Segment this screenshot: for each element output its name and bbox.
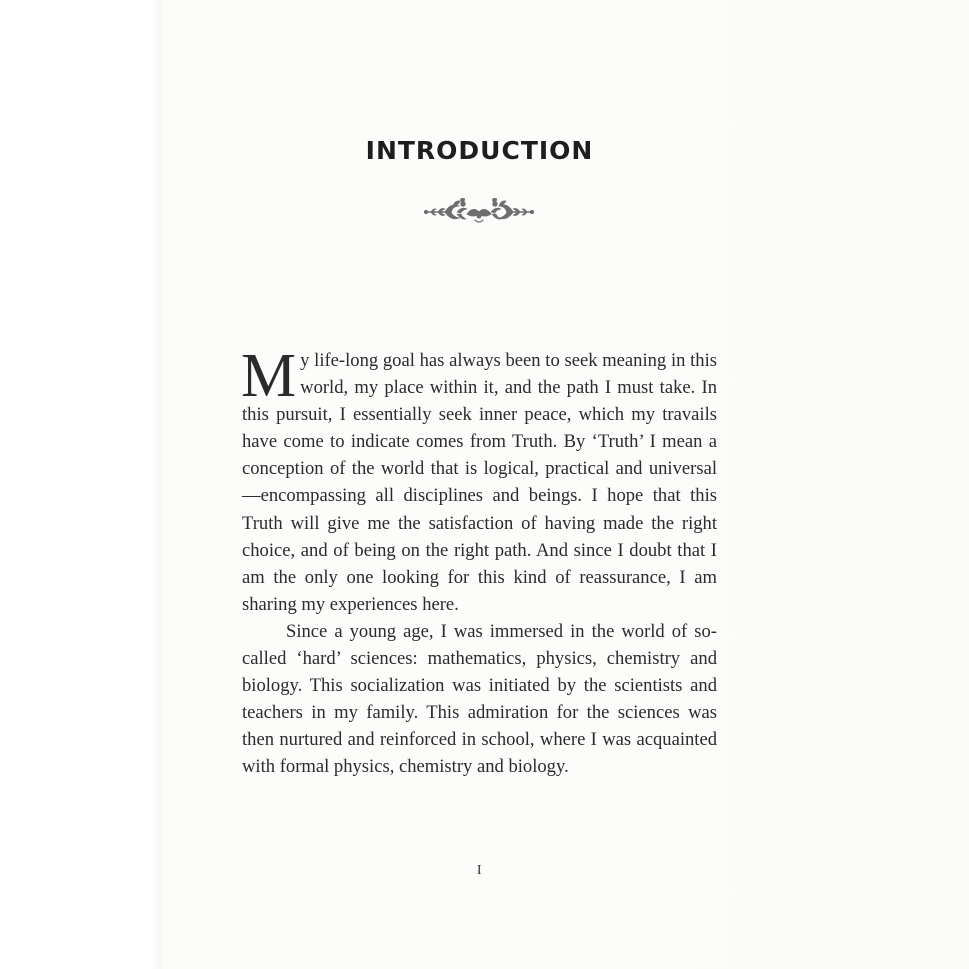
- page-number: I: [476, 863, 483, 878]
- body-text: [241, 342, 717, 781]
- paragraph-2: Since a young age, I was immersed in the world of so-called ‘hard’ sciences: mathematics, physics, chemistry and biology. This socialization was initiated by the scientists and teachers in my family. This admiration for the sciences was then nurtured and reinforced in school, where I was acquainted with formal physics, chemistry and biology.: [242, 620, 717, 778]
- drop-cap: M: [241, 342, 297, 410]
- floral-divider-icon: [423, 198, 535, 226]
- chapter-title: INTRODUCTION: [365, 136, 594, 165]
- paragraph-1-text: y life-long goal has always been to seek meaning in this world, my place within it, and the path I must take. In this pursuit, I essentially seek inner peace, which my travails have come to indicate comes from Truth. By ‘Truth’ I mean a conception of the world that is logical, practical and universal—encompassing all disciplines and beings. I hope that this Truth will give me the satisfaction of having made the right choice, and of being on the right path. And since I doubt that I am the only one looking for this kind of reassurance, I am sharing my experiences here.: [242, 350, 717, 615]
- paragraph-1: [241, 342, 717, 618]
